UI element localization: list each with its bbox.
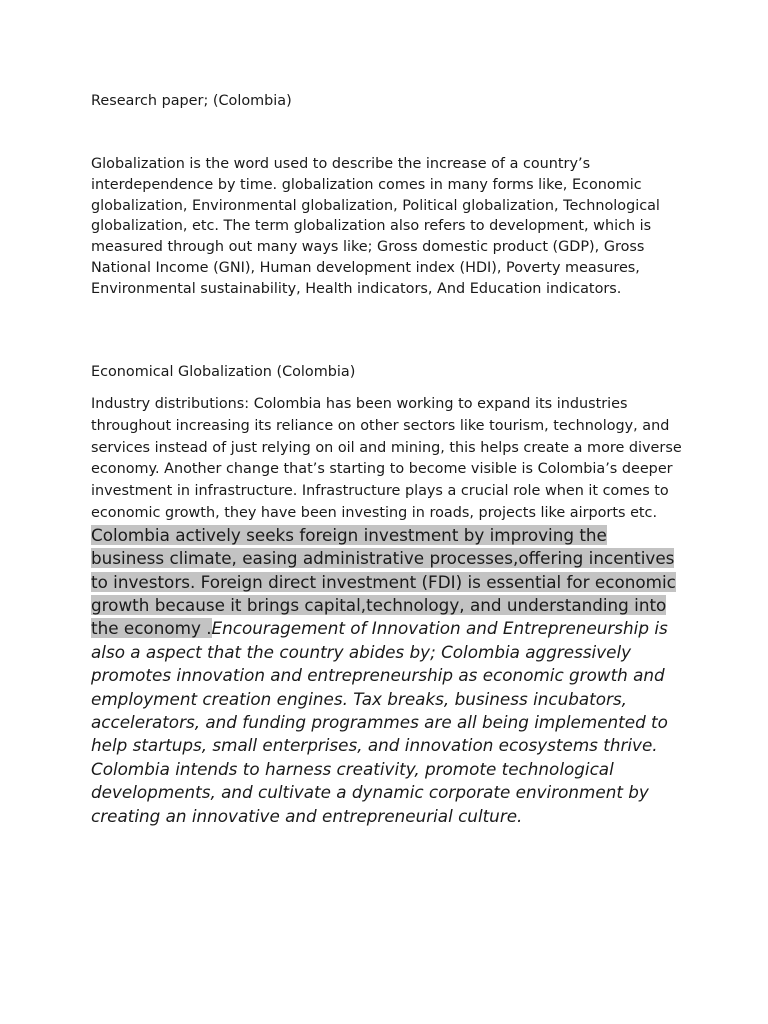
intro-paragraph: Globalization is the word used to describe the increase of a country’s interdependence by time. globalization comes in many forms like, Economic globalization, Environmental globalization, Political globalization, Technological globalization, etc. The term globalization also refers to development, which is measured through out many ways like; Gross domestic product (GDP), Gross National Income (GNI), Human development index (HDI), Poverty measures, Environmental sustainability, Health indicators, And Education indicators.: [91, 156, 660, 297]
body-highlighted-text: Colombia actively seeks foreign investment by improving the business climate, easing administrative processes,offering incentives to investors. Foreign direct investment (FDI) is essential for economic growth because it brings capital,technology, and understanding into the economy .: [91, 524, 676, 639]
economical-globalization-paragraph: [91, 393, 683, 828]
body-italic-text: Encouragement of Innovation and Entrepreneurship is also a aspect that the country abides by; Colombia aggressively promotes innovation and entrepreneurship as economic growth and employment creation engines. Tax breaks, business incubators, accelerators, and funding programmes are all being implemented to help startups, small enterprises, and innovation ecosystems thrive. Colombia intends to harness creativity, promote technological developments, and cultivate a dynamic corporate environment by creating an innovative and entrepreneurial culture.: [91, 618, 668, 826]
section-heading: Economical Globalization (Colombia): [91, 364, 356, 380]
document-title: Research paper; (Colombia): [91, 93, 292, 109]
body-plain-text: Industry distributions: Colombia has been working to expand its industries throughout increasing its reliance on other sectors like tourism, technology, and services instead of just relying on oil and mining, this helps create a more diverse economy. Another change that’s starting to become visible is Colombia’s deeper investment in infrastructure. Infrastructure plays a crucial role when it comes to economic growth, they have been investing in roads, projects like airports etc.: [91, 396, 682, 521]
